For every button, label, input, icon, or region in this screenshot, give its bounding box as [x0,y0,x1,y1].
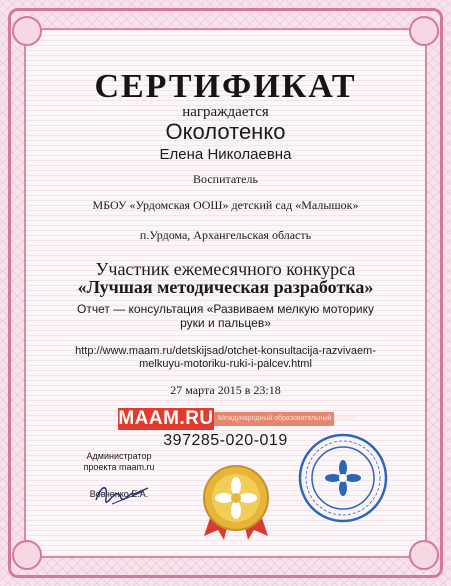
corner-ornament [409,540,439,570]
recipient-position: Воспитатель [193,172,258,186]
admin-title: Администратор [86,451,152,461]
portal-caption: Международный образовательный портал [214,412,334,426]
recipient-name: Елена Николаевна [159,146,292,163]
medal-icon [196,462,276,542]
recipient-surname: Околотенко [165,119,286,144]
admin-name: Вовченко Е.А. [89,489,149,499]
corner-ornament [409,16,439,46]
location: п.Урдома, Архангельская область [139,228,312,242]
participant-text: Участник ежемесячного конкурса [95,259,356,279]
signature-icon [92,480,152,508]
corner-ornament [12,16,42,46]
admin-project: проекта maam.ru [83,462,155,472]
registration-number: 397285-020-019 [163,432,288,449]
awarded-text: награждается [182,104,269,120]
stamp-icon [297,432,389,524]
corner-ornament [12,540,42,570]
publication-url: http://www.maam.ru/detskijsad/otchet-konsultacija-razvivaem-melkuyu-motoriku-ruki-i-palcev.html [75,345,376,370]
organization: МБОУ «Урдомская ООШ» детский сад «Малышок» [92,198,359,212]
issue-date: 27 марта 2015 в 23:18 [170,383,281,397]
contest-name: «Лучшая методическая разработка» [77,277,374,297]
report-description: Отчет — консультация «Развиваем мелкую моторику руки и пальцев» [77,302,374,330]
certificate-title: СЕРТИФИКАТ [94,68,357,105]
maam-logo-bar [118,408,357,430]
maam-logo: MAAM.RU [118,408,214,429]
